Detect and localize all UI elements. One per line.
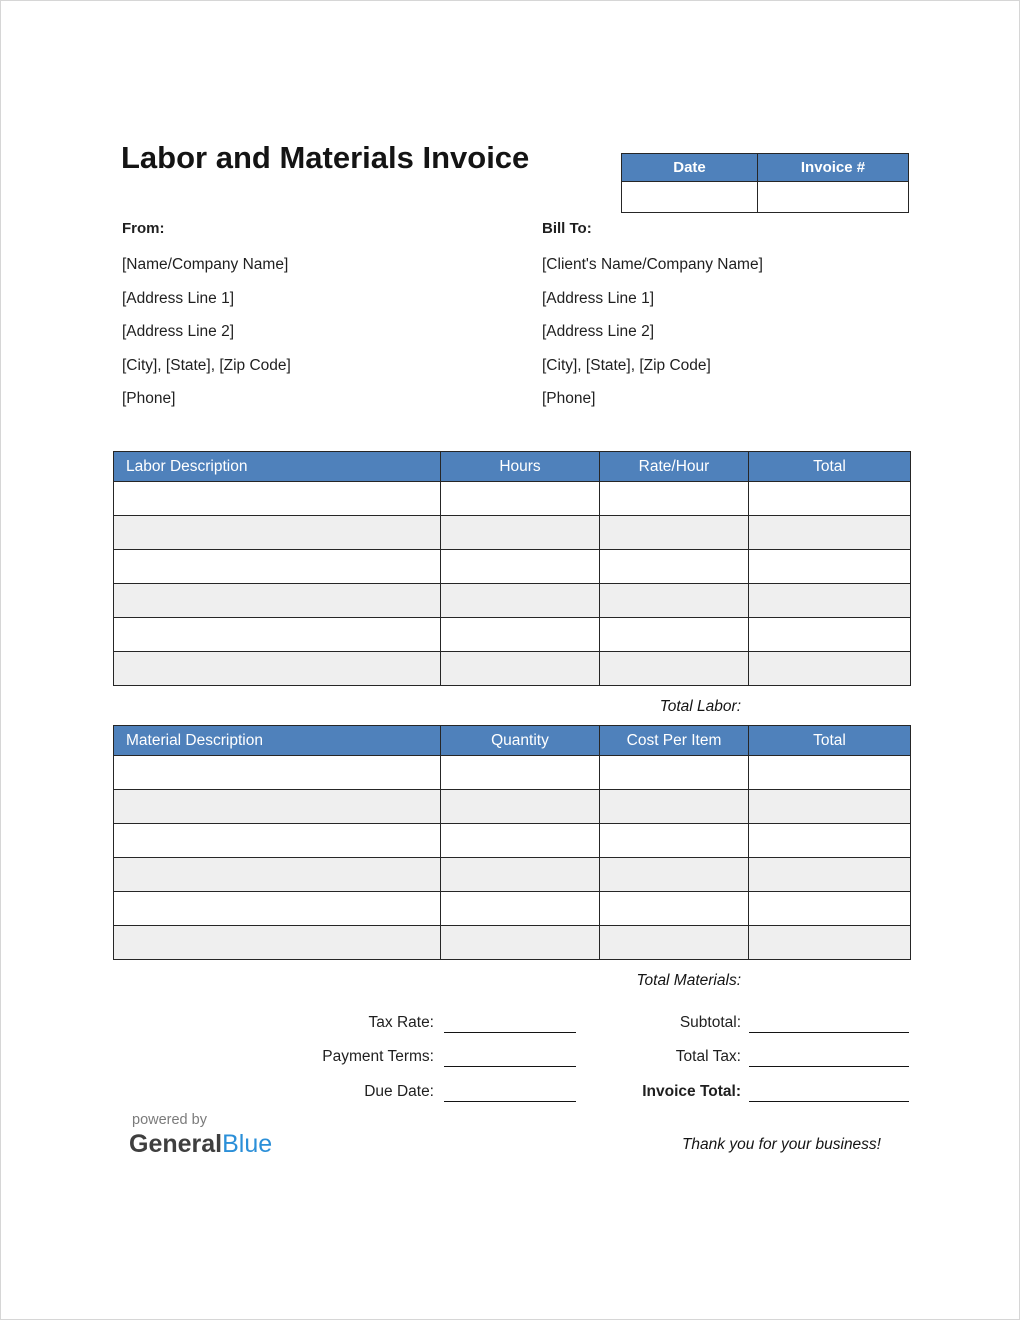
due-date-label: Due Date: [364, 1083, 434, 1100]
total-tax-row [561, 1045, 909, 1067]
subtotal-label: Subtotal: [679, 1014, 741, 1031]
materials-header-row [114, 726, 911, 756]
table-row [114, 550, 911, 584]
labor-header-row [114, 452, 911, 482]
from-address-2: [Address Line 2] [122, 323, 235, 340]
from-phone: [Phone] [122, 390, 176, 407]
payment-terms-row [251, 1045, 576, 1067]
table-cell[interactable] [600, 926, 749, 960]
invoice-number-header: Invoice # [758, 154, 909, 182]
table-cell[interactable] [441, 824, 600, 858]
table-cell[interactable] [114, 756, 441, 790]
thank-you-message: Thank you for your business! [681, 1136, 881, 1153]
table-row [114, 858, 911, 892]
material-description-header: Material Description [114, 726, 441, 756]
table-cell[interactable] [600, 584, 749, 618]
total-materials-label: Total Materials: [636, 972, 741, 989]
cost-per-item-header: Cost Per Item [600, 726, 749, 756]
table-cell[interactable] [600, 482, 749, 516]
table-row [114, 652, 911, 686]
invoice-total-field[interactable] [749, 1081, 909, 1102]
date-value-cell[interactable] [622, 182, 758, 213]
table-cell[interactable] [749, 858, 911, 892]
table-row [114, 892, 911, 926]
table-cell[interactable] [600, 756, 749, 790]
table-cell[interactable] [114, 482, 441, 516]
table-row [114, 618, 911, 652]
table-cell[interactable] [600, 790, 749, 824]
table-row [114, 516, 911, 550]
invoice-total-row [561, 1080, 909, 1102]
table-cell[interactable] [114, 892, 441, 926]
table-cell[interactable] [441, 756, 600, 790]
table-row [114, 790, 911, 824]
table-cell[interactable] [114, 516, 441, 550]
subtotal-field[interactable] [749, 1012, 909, 1033]
table-cell[interactable] [114, 550, 441, 584]
table-cell[interactable] [114, 926, 441, 960]
bill-to-block [542, 220, 763, 416]
quantity-header: Quantity [441, 726, 600, 756]
payment-terms-field[interactable] [444, 1046, 576, 1067]
materials-table [113, 725, 911, 960]
table-cell[interactable] [749, 584, 911, 618]
from-name: [Name/Company Name] [122, 256, 289, 273]
labor-table [113, 451, 911, 686]
table-cell[interactable] [114, 790, 441, 824]
invoice-number-value-cell[interactable] [758, 182, 909, 213]
payment-terms-label: Payment Terms: [322, 1048, 434, 1065]
table-cell[interactable] [749, 892, 911, 926]
date-header: Date [622, 154, 758, 182]
table-cell[interactable] [749, 790, 911, 824]
table-cell[interactable] [749, 926, 911, 960]
table-row [114, 756, 911, 790]
labor-total-header: Total [749, 452, 911, 482]
table-cell[interactable] [114, 824, 441, 858]
table-cell[interactable] [441, 550, 600, 584]
date-invoice-table [621, 153, 909, 213]
materials-total-header: Total [749, 726, 911, 756]
bill-to-label: Bill To: [542, 220, 592, 237]
table-row [114, 482, 911, 516]
table-cell[interactable] [441, 858, 600, 892]
table-cell[interactable] [600, 892, 749, 926]
from-label: From: [122, 220, 165, 237]
from-address-1: [Address Line 1] [122, 289, 235, 307]
table-row [114, 824, 911, 858]
tax-rate-row [251, 1011, 576, 1033]
total-labor-label: Total Labor: [659, 698, 741, 715]
from-city-state-zip: [City], [State], [Zip Code] [122, 356, 291, 374]
table-cell[interactable] [114, 584, 441, 618]
table-cell[interactable] [749, 618, 911, 652]
table-cell[interactable] [441, 790, 600, 824]
bill-to-address-1: [Address Line 1] [542, 289, 655, 307]
bill-to-address-2: [Address Line 2] [542, 323, 655, 340]
subtotal-row [561, 1011, 909, 1033]
table-cell[interactable] [749, 482, 911, 516]
table-cell[interactable] [114, 652, 441, 686]
table-cell[interactable] [441, 482, 600, 516]
table-cell[interactable] [441, 652, 600, 686]
table-cell[interactable] [600, 618, 749, 652]
table-cell[interactable] [600, 858, 749, 892]
table-row [114, 926, 911, 960]
table-cell[interactable] [749, 756, 911, 790]
table-cell[interactable] [441, 618, 600, 652]
table-cell[interactable] [114, 858, 441, 892]
bill-to-city-state-zip: [City], [State], [Zip Code] [542, 356, 711, 374]
invoice-total-label: Invoice Total: [642, 1083, 741, 1100]
total-tax-field[interactable] [749, 1046, 909, 1067]
brand-general: General [129, 1130, 223, 1158]
table-cell[interactable] [441, 892, 600, 926]
page-title: Labor and Materials Invoice [121, 140, 530, 175]
due-date-row [251, 1080, 576, 1102]
table-cell[interactable] [749, 550, 911, 584]
bill-to-name: [Client's Name/Company Name] [542, 256, 763, 273]
table-cell[interactable] [441, 584, 600, 618]
bill-to-phone: [Phone] [542, 390, 596, 407]
tax-rate-label: Tax Rate: [368, 1014, 434, 1031]
table-cell[interactable] [441, 516, 600, 550]
table-cell[interactable] [600, 550, 749, 584]
rate-per-hour-header: Rate/Hour [600, 452, 749, 482]
table-cell[interactable] [600, 516, 749, 550]
table-row [114, 584, 911, 618]
total-tax-label: Total Tax: [675, 1048, 741, 1065]
table-cell[interactable] [749, 652, 911, 686]
table-cell[interactable] [749, 516, 911, 550]
table-cell[interactable] [114, 618, 441, 652]
due-date-field[interactable] [444, 1081, 576, 1102]
table-cell[interactable] [441, 926, 600, 960]
table-cell[interactable] [600, 652, 749, 686]
from-block [122, 220, 291, 416]
brand-blue: Blue [222, 1130, 273, 1158]
table-cell[interactable] [600, 824, 749, 858]
labor-description-header: Labor Description [114, 452, 441, 482]
generalblue-logo [129, 1130, 272, 1159]
powered-by-text: powered by [132, 1112, 207, 1128]
tax-rate-field[interactable] [444, 1012, 576, 1033]
table-cell[interactable] [749, 824, 911, 858]
hours-header: Hours [441, 452, 600, 482]
